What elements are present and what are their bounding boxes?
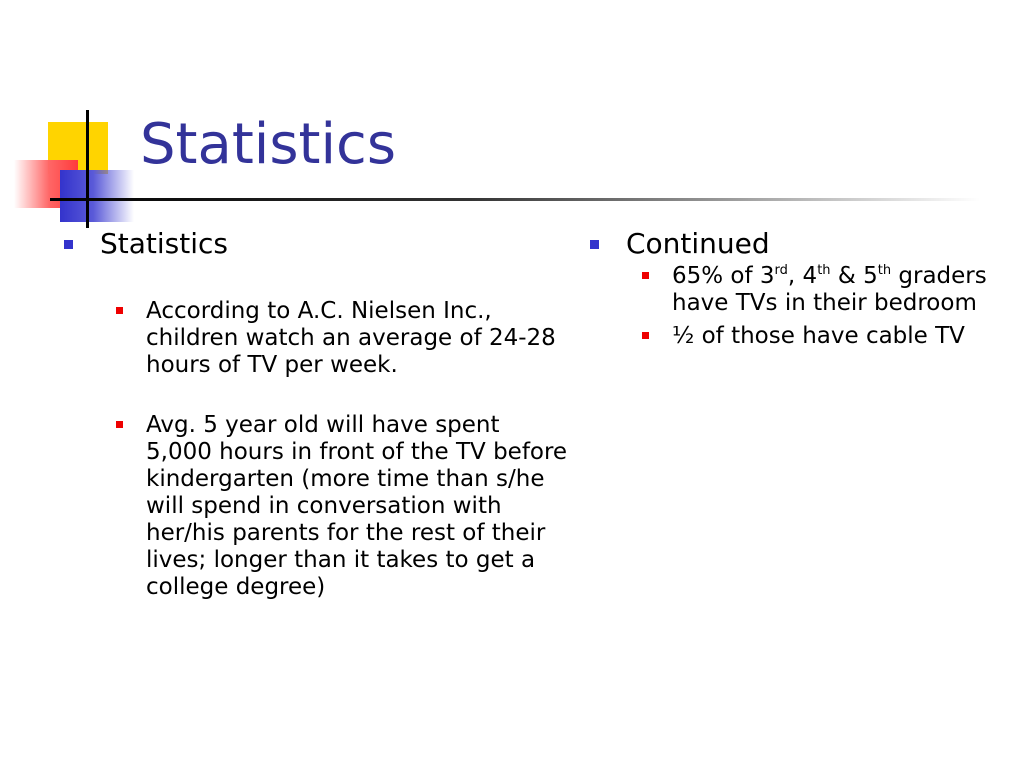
blue-square-decoration <box>60 170 134 222</box>
sub-bullet-text: Avg. 5 year old will have spent 5,000 hours in front of the TV before kindergarten (more time than s/he will spend in conversation with her/his parents for the rest of their lives; longer than it takes to get a college degree) <box>146 412 568 600</box>
square-bullet-icon <box>64 240 73 249</box>
sub-bullet-graders-tvs <box>588 263 998 317</box>
sub-bullet-nielsen <box>62 298 572 379</box>
left-column <box>62 226 572 601</box>
square-bullet-icon <box>590 240 599 249</box>
sub-bullet-avg-5-year-old <box>62 412 572 601</box>
vertical-rule <box>86 110 89 228</box>
square-bullet-icon <box>116 421 123 428</box>
sub-bullet-text: ½ of those have cable TV <box>672 323 965 349</box>
bullet-heading: Continued <box>626 227 770 260</box>
square-bullet-icon <box>116 307 123 314</box>
square-bullet-icon <box>642 272 649 279</box>
sub-bullet-text: According to A.C. Nielsen Inc., children watch an average of 24-28 hours of TV per week. <box>146 298 556 378</box>
bullet-statistics <box>62 226 572 262</box>
slide-title: Statistics <box>140 112 396 177</box>
sub-bullet-cable-tv <box>588 323 998 350</box>
bullet-heading: Statistics <box>100 227 228 260</box>
square-bullet-icon <box>642 332 649 339</box>
title-underline-rule <box>50 198 980 201</box>
sub-bullet-text: 65% of 3rd, 4th & 5th graders have TVs in their bedroom <box>672 263 987 316</box>
bullet-continued <box>588 226 998 262</box>
right-column <box>588 226 998 350</box>
